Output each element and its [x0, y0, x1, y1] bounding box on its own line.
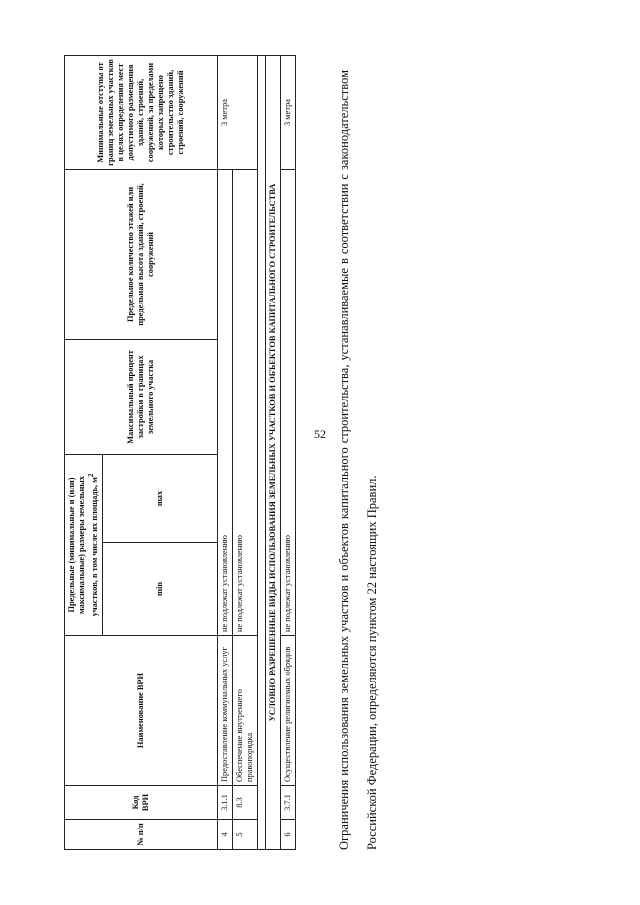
- cell-name: Осуществление религиозных обрядов: [281, 636, 296, 786]
- vri-table: [64, 55, 296, 850]
- cell-name: Обеспечение внутреннего правопорядка: [233, 636, 258, 786]
- table-row: [218, 55, 233, 849]
- cell-name: Предоставление коммунальных услуг: [218, 636, 233, 786]
- table-row: [233, 55, 258, 849]
- cell-setback: 3 метра: [281, 55, 296, 169]
- cell-num: 5: [233, 820, 258, 850]
- cell-setback: 3 метра: [218, 55, 258, 169]
- cell-sizes: не подлежат установлению: [233, 169, 258, 635]
- cell-sizes: не подлежат установлению: [281, 169, 296, 635]
- header-sizes-sup: 2: [87, 473, 96, 478]
- cell-code: 3.1.1: [218, 786, 233, 820]
- header-sizes-text: Предельные (минимальные и (или) максимальные) размеры земельных участков, в том числе их площадь, м: [67, 476, 99, 617]
- rotated-content: [0, 30, 640, 880]
- table-row: [281, 55, 296, 849]
- header-max: max: [103, 454, 218, 542]
- cell-sizes: не подлежат установлению: [218, 169, 233, 635]
- table-gap-row: [258, 55, 266, 849]
- gap-cell: [258, 55, 266, 849]
- page-number: 52: [314, 427, 326, 441]
- note-text: Ограничения использования земельных участков и объектов капитального строительства, устанавливаемые в соответствии с законодательством Российской Федерации, определяются пунктом 22 настоящих Правил.: [337, 70, 379, 850]
- header-min: min: [103, 543, 218, 636]
- note-paragraph: [330, 70, 386, 850]
- cell-code: 8.3: [233, 786, 258, 820]
- header-floors: Предельное количество этажей или предельная высота зданий, строений, сооружений: [65, 169, 218, 339]
- header-sizes: [65, 454, 103, 635]
- header-name: Наименование ВРИ: [65, 636, 218, 786]
- section-title-row: [266, 55, 281, 849]
- cell-num: 4: [218, 820, 233, 850]
- header-setbacks: Минимальные отступы от границ земельных участков в целях определения мест допустимого размещения зданий, строений, сооружений, за пределами которых запрещено строительство зданий, строений, сооружений: [65, 55, 218, 169]
- table-header-row: [65, 55, 103, 849]
- header-num: № п/п: [65, 820, 218, 850]
- cell-num: 6: [281, 820, 296, 850]
- header-percent: Максимальный процент застройки в границах земельного участка: [65, 339, 218, 454]
- section-title: УСЛОВНО РАЗРЕШЕННЫЕ ВИДЫ ИСПОЛЬЗОВАНИЯ ЗЕМЕЛЬНЫХ УЧАСТКОВ И ОБЪЕКТОВ КАПИТАЛЬНОГО СТРОИТЕЛЬСТВА: [266, 55, 281, 849]
- header-code: Код ВРИ: [65, 786, 218, 820]
- cell-code: 3.7.1: [281, 786, 296, 820]
